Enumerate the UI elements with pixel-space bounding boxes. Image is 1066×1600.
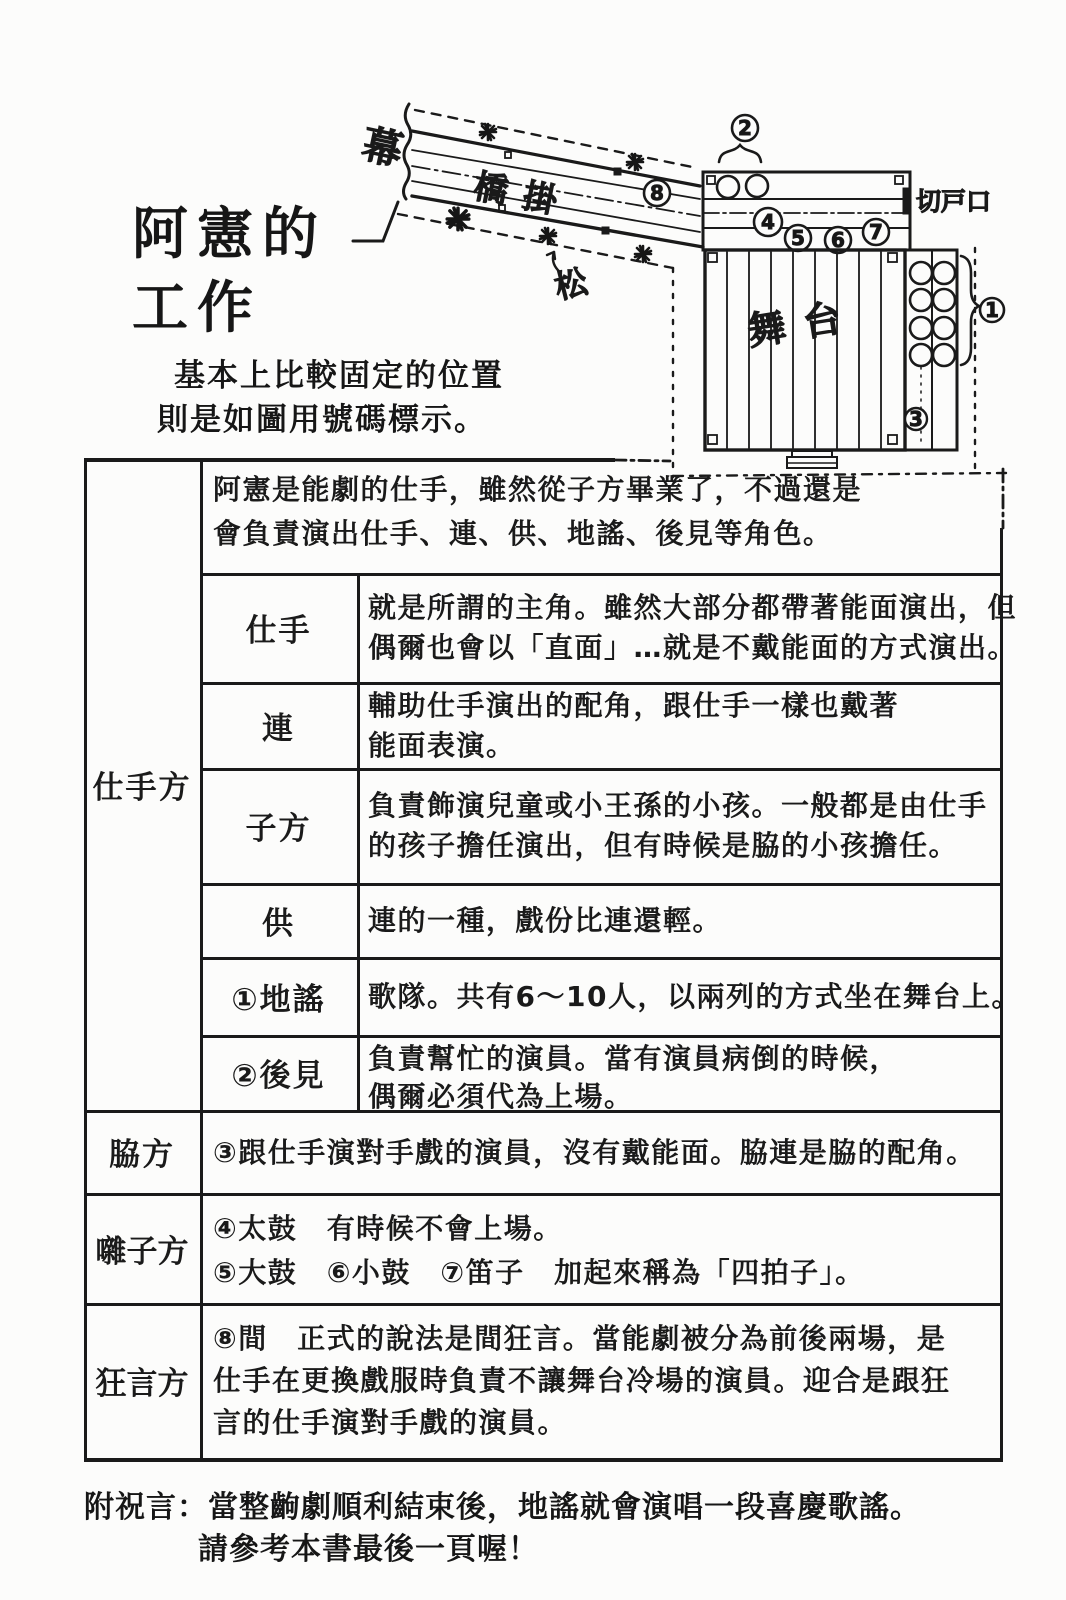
svg-text:5: 5 [791, 226, 805, 250]
text-line: 仕手在更換戲服時負責不讓舞台冷場的演員。迎合是跟狂 [213, 1364, 951, 1397]
text-line: 仕手方 [92, 769, 192, 806]
svg-text:4: 4 [761, 210, 775, 234]
group-desc-wakikata [213, 1133, 976, 1173]
title-line-1: 阿憲的 [132, 202, 327, 267]
text-line: 負責飾演兒童或小王孫的小孩。一般都是由仕手 [368, 789, 988, 822]
role-label-tomo [200, 883, 357, 957]
text-line: ②後見 [231, 1058, 326, 1094]
marker-2 [732, 115, 758, 141]
role-label-tsure [200, 682, 357, 768]
group-desc-hayashikata [213, 1207, 865, 1295]
role-label-shite [200, 573, 357, 682]
group-label-shitekata [84, 458, 200, 1110]
text-line: 負責幫忙的演員。當有演員病倒的時候， [368, 1042, 900, 1075]
marker-5 [785, 225, 811, 251]
text-line: 歌隊。共有6～10人，以兩列的方式坐在舞台上。 [368, 980, 1021, 1013]
main-stage [705, 250, 905, 468]
stage-label: 舞台 [744, 292, 863, 354]
intro-cell [213, 468, 862, 556]
text-line: 就是所謂的主角。雖然大部分都帶著能面演出，但 [368, 591, 1018, 624]
pine-label: 松 [550, 262, 591, 307]
marker-3 [905, 407, 927, 431]
svg-text:2: 2 [738, 116, 752, 140]
role-desc-tomo [368, 901, 722, 941]
text-line: 狂言方 [95, 1366, 189, 1402]
text-line: 連 [262, 710, 295, 747]
table-border-bottom [84, 1458, 1003, 1462]
svg-text:7: 7 [869, 220, 883, 244]
text-line: 的孩子擔任演出，但有時候是脇的小孩擔任。 [368, 829, 959, 862]
svg-text:6: 6 [831, 228, 845, 252]
marker-1 [980, 298, 1004, 322]
bridge-label: 橋掛 [470, 166, 577, 225]
text-line: 偶爾也會以「直面」…就是不戴能面的方式演出。 [368, 631, 1018, 664]
text-line: 囃子方 [95, 1233, 189, 1270]
role-label-kokata [200, 768, 357, 883]
svg-text:3: 3 [909, 407, 923, 431]
page-title [132, 198, 327, 346]
marker-7 [863, 219, 889, 245]
footnote-line-1: 附祝言：當整齣劇順利結束後，地謠就會演唱一段喜慶歌謠。 [84, 1490, 921, 1525]
role-desc-kokata [368, 786, 988, 866]
role-label-jiutai [200, 957, 357, 1035]
note-line-1: 基本上比較固定的位置 [174, 358, 504, 394]
group-desc-kyogenkata [213, 1318, 951, 1444]
role-desc-jiutai [368, 977, 1021, 1017]
text-line: 供 [262, 905, 295, 942]
text-line: 阿憲是能劇的仕手，雖然從子方畢業了，不過還是 [213, 473, 863, 506]
svg-text:8: 8 [650, 181, 664, 205]
text-line: 子方 [245, 811, 312, 847]
role-desc-tsure [368, 686, 899, 766]
footnote-line-2: 請參考本書最後一頁喔！ [198, 1532, 539, 1567]
row-divider [84, 1193, 1003, 1196]
text-line: ③跟仕手演對手戲的演員，沒有戴能面。脇連是脇的配角。 [213, 1136, 976, 1169]
marker-4 [754, 208, 782, 236]
text-line: 偶爾必須代為上場。 [368, 1080, 634, 1113]
title-line-2: 工作 [132, 276, 262, 341]
marker1-brace [961, 256, 979, 365]
curtain-label: 幕 [357, 121, 407, 176]
text-line: 脇方 [109, 1137, 175, 1173]
text-line: ①地謠 [231, 981, 326, 1018]
text-line: 連的一種，戲份比連還輕。 [368, 904, 723, 937]
column-divider [357, 573, 360, 1110]
text-line: 能面表演。 [368, 729, 516, 762]
text-line: 輔助仕手演出的配角，跟仕手一樣也戴著 [368, 689, 900, 722]
row-divider [84, 1303, 1003, 1306]
group-label-hayashikata [84, 1193, 200, 1303]
svg-text:1: 1 [985, 298, 999, 322]
group-label-kyogenkata [84, 1303, 200, 1458]
marker-8 [644, 180, 670, 206]
text-line: 仕手 [245, 613, 312, 649]
text-line: 會負責演出仕手、連、供、地謠、後見等角色。 [213, 517, 833, 550]
group-label-wakikata [84, 1110, 200, 1193]
cut-door-label: 切戸口 [916, 187, 992, 216]
role-label-koken [200, 1035, 357, 1110]
text-line: 言的仕手演對手戲的演員。 [213, 1406, 568, 1439]
marker2-bracket [719, 145, 761, 162]
role-desc-koken [368, 1040, 899, 1116]
role-desc-shite [368, 588, 1017, 668]
text-line: ⑧間 正式的說法是間狂言。當能劇被分為前後兩場，是 [213, 1322, 947, 1355]
text-line: ④太鼓 有時候不會上場。 [213, 1212, 563, 1245]
text-line: ⑤大鼓 ⑥小鼓 ⑦笛子 加起來稱為「四拍子」。 [213, 1256, 865, 1289]
note-line-2: 則是如圖用號碼標示。 [157, 402, 487, 438]
